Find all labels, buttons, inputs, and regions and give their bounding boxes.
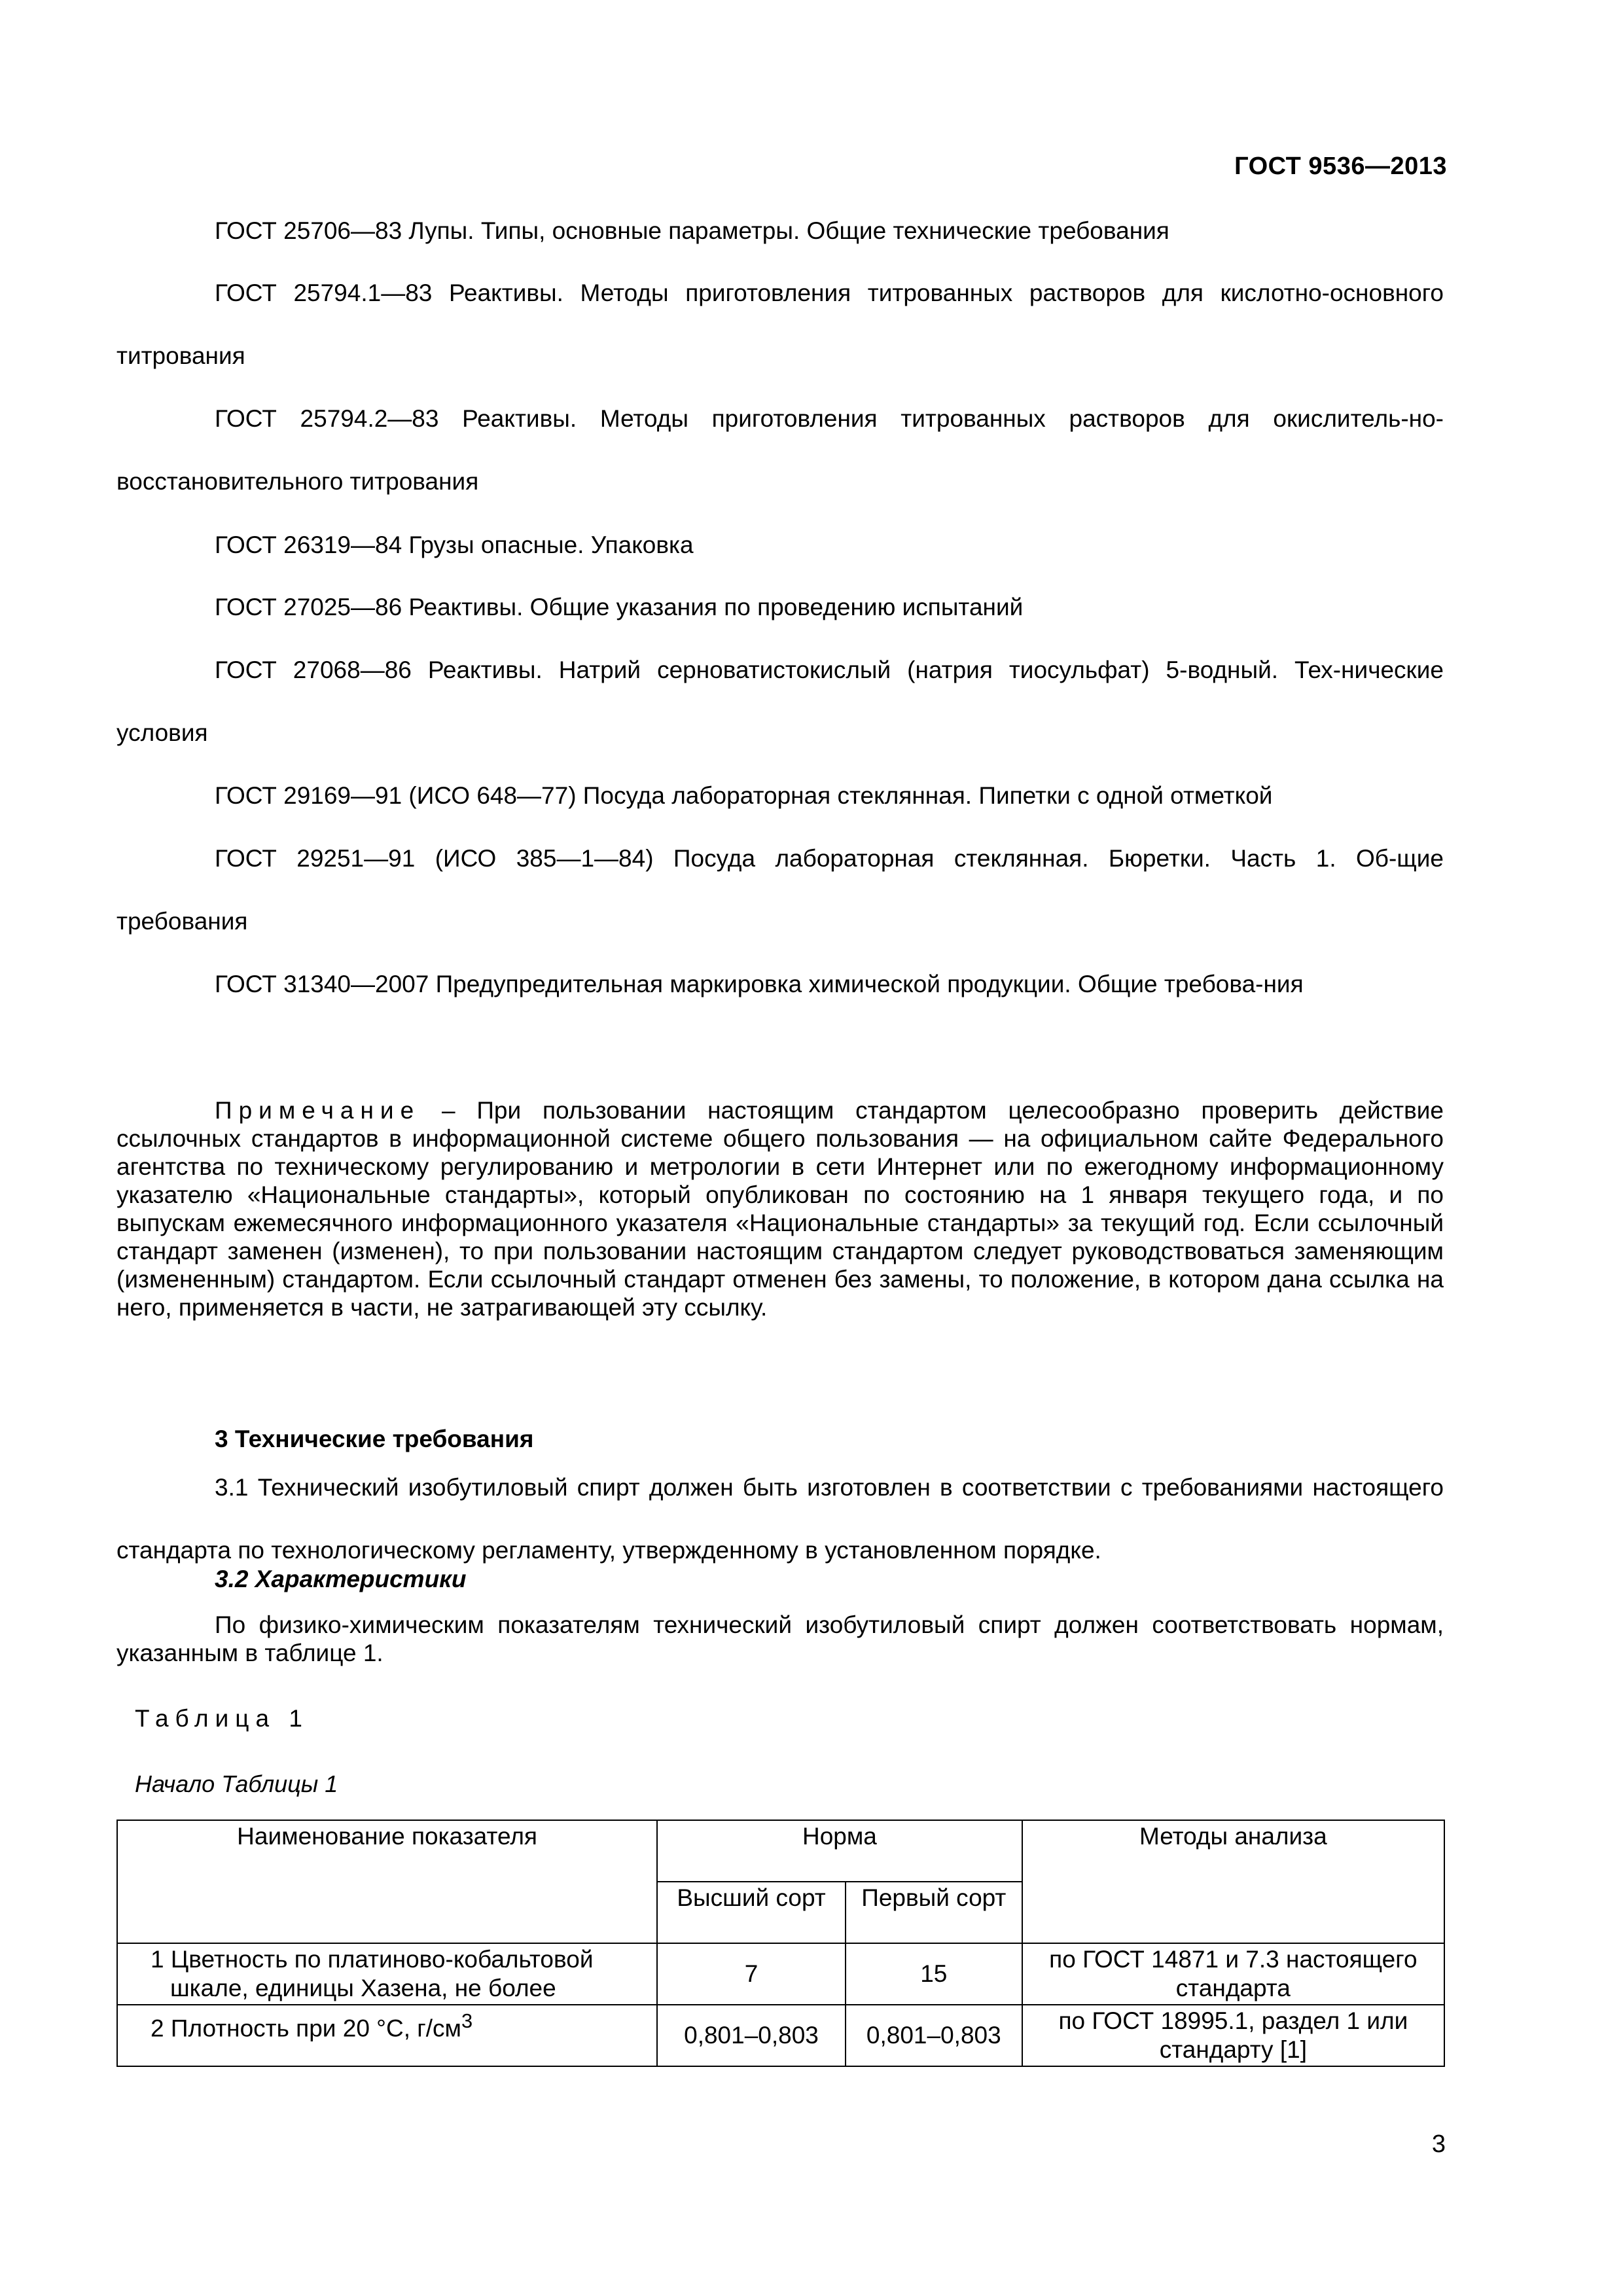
paragraph-3-1: 3.1 Технический изобутиловый спирт должен быть изготовлен в соответствии с требованиями настоящего стандарта по технологическому регламенту, утвержденному в установленном порядке. xyxy=(116,1474,1444,1564)
note-text: – При пользовании настоящим стандартом целесообразно проверить действие ссылочных стандартов в информационной системе общего пользования — на официальном сайте Федерального агентства по техническому регулированию и метрологии в сети Интернет или по ежегодному информационному указателю «Национальные стандарты», который опубликован по состоянию на 1 января текущего года, и по выпускам ежемесячного информационного указателя «Национальные стандарты» за текущий год. Если ссылочный стандарт заменен (изменен), то при пользовании настоящим стандартом следует руководствоваться заменяющим (измененным) стандартом. Если ссылочный стандарт отменен без замены, то положение, в котором дана ссылка на него, применяется в части, не затрагивающей эту ссылку. xyxy=(116,1097,1444,1321)
header-grade-top: Высший сорт xyxy=(657,1882,846,1943)
header-grade-first: Первый сорт xyxy=(846,1882,1022,1943)
row-2-top-grade: 0,801–0,803 xyxy=(657,2005,846,2066)
paragraph-3-2: По физико-химическим показателям технический изобутиловый спирт должен соответствовать нормам, указанным в таблице 1. xyxy=(116,1611,1444,1666)
row-2-first-grade: 0,801–0,803 xyxy=(846,2005,1022,2066)
references-note xyxy=(116,1096,1444,1321)
reference-gost-27068: ГОСТ 27068—86 Реактивы. Натрий серноватистокислый (натрия тиосульфат) 5-водный. Тех-нические условия xyxy=(116,656,1444,746)
reference-gost-31340: ГОСТ 31340—2007 Предупредительная маркировка химической продукции. Общие требова-ния xyxy=(215,971,1304,997)
row-2-name-superscript: 3 xyxy=(461,2009,473,2032)
header-methods: Методы анализа xyxy=(1022,1820,1444,1943)
reference-gost-29169: ГОСТ 29169—91 (ИСО 648—77) Посуда лабораторная стеклянная. Пипетки с одной отметкой xyxy=(215,782,1273,809)
subsection-3-2-title: 3.2 Характеристики xyxy=(215,1566,467,1592)
table-caption: Таблица 1 xyxy=(135,1705,309,1732)
row-2-name xyxy=(117,2005,657,2066)
reference-gost-29251: ГОСТ 29251—91 (ИСО 385—1—84) Посуда лабораторная стеклянная. Бюретки. Часть 1. Об-щие требования xyxy=(116,845,1444,935)
characteristics-table xyxy=(116,1820,1445,2067)
table-row xyxy=(117,2005,1444,2066)
reference-gost-25794-1: ГОСТ 25794.1—83 Реактивы. Методы приготовления титрованных растворов для кислотно-основного титрования xyxy=(116,279,1444,369)
table-header-row xyxy=(117,1820,1444,1882)
row-1-top-grade: 7 xyxy=(657,1943,846,2005)
reference-gost-27025: ГОСТ 27025—86 Реактивы. Общие указания по проведению испытаний xyxy=(215,594,1024,620)
reference-gost-25706: ГОСТ 25706—83 Лупы. Типы, основные параметры. Общие технические требования xyxy=(215,217,1169,244)
header-indicator-name: Наименование показателя xyxy=(117,1820,657,1943)
header-norm: Норма xyxy=(657,1820,1022,1882)
reference-gost-26319: ГОСТ 26319—84 Грузы опасные. Упаковка xyxy=(215,531,694,558)
row-1-name: 1 Цветность по платиново-кобальтовой шкале, единицы Хазена, не более xyxy=(117,1943,657,2005)
section-3-title: 3 Технические требования xyxy=(215,1426,534,1452)
table-row xyxy=(117,1943,1444,2005)
row-1-method: по ГОСТ 14871 и 7.3 настоящего стандарта xyxy=(1022,1943,1444,2005)
row-1-first-grade: 15 xyxy=(846,1943,1022,2005)
document-code-header: ГОСТ 9536—2013 xyxy=(1234,152,1447,180)
reference-gost-25794-2: ГОСТ 25794.2—83 Реактивы. Методы приготовления титрованных растворов для окислитель-но-восстановительного титрования xyxy=(116,405,1444,495)
page-number: 3 xyxy=(1431,2130,1446,2158)
table-continuation-label: Начало Таблицы 1 xyxy=(135,1770,338,1797)
row-2-name-text: 2 Плотность при 20 °С, г/см xyxy=(151,2015,461,2042)
row-2-method: по ГОСТ 18995.1, раздел 1 или стандарту [1] xyxy=(1022,2005,1444,2066)
note-label: Примечание xyxy=(215,1097,421,1124)
